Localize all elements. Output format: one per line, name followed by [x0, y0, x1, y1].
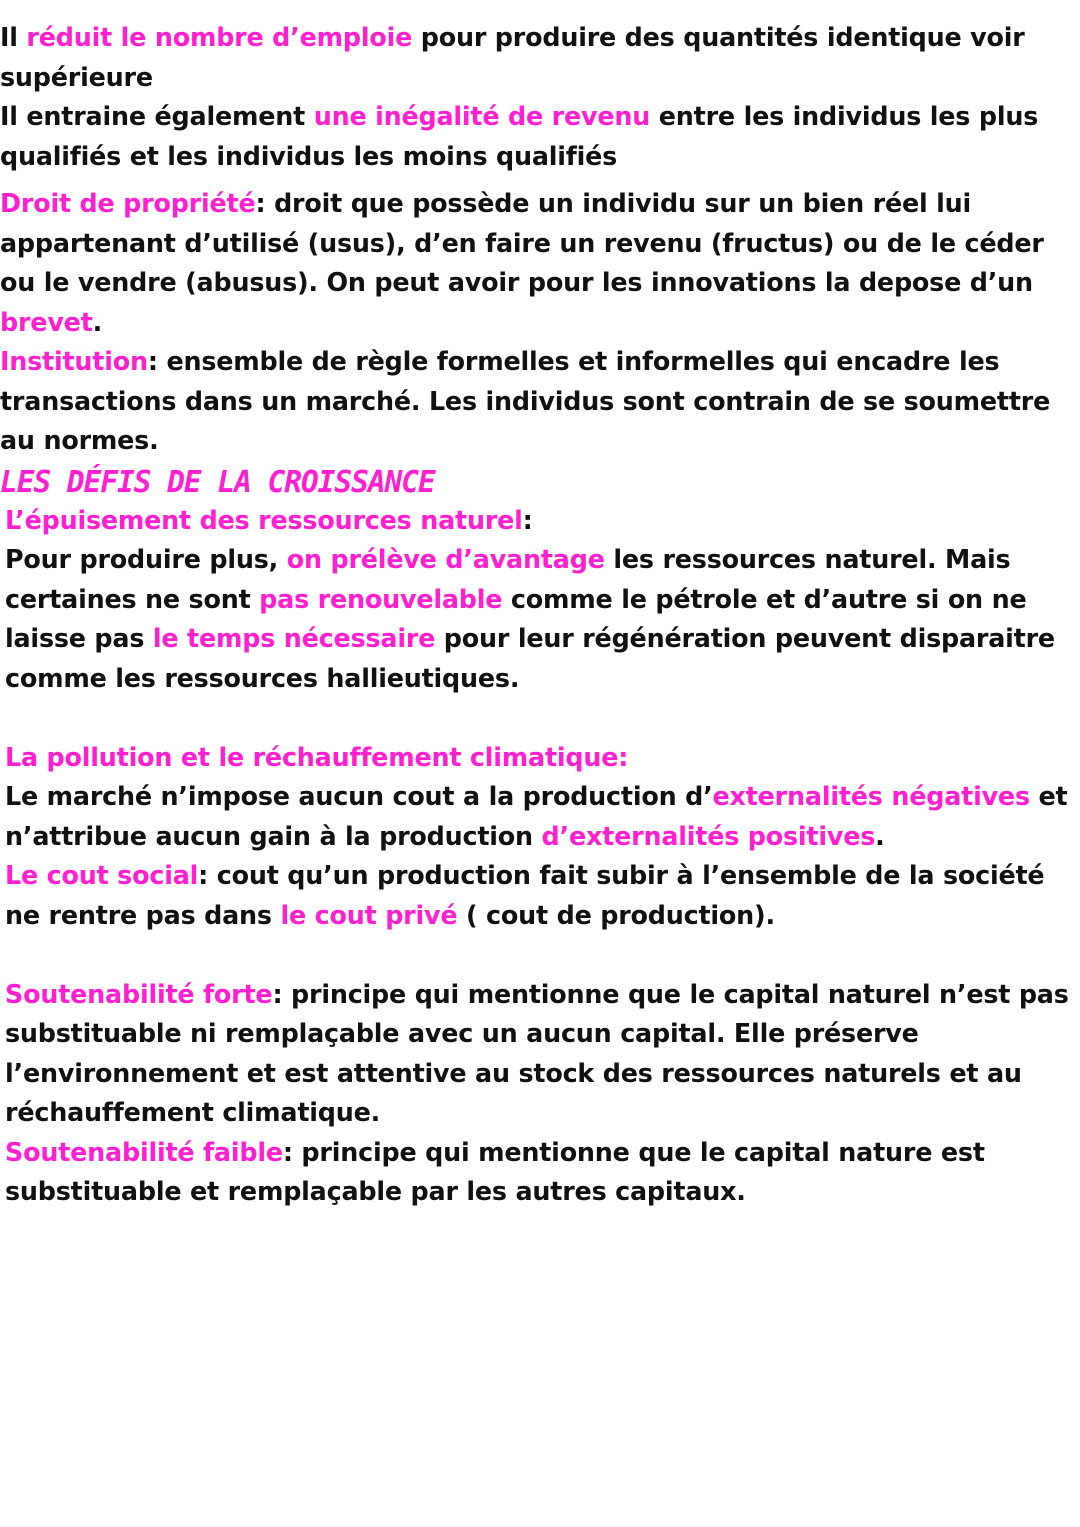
paragraph-inequality [0, 97, 1080, 176]
paragraph-social-cost [0, 856, 1080, 935]
term-strong-sustainability: Soutenabilité forte [5, 978, 273, 1009]
text-run: ( cout de production). [457, 899, 775, 930]
text-run: : [522, 504, 533, 535]
text-run: comme le pétrole et d’autre si on ne laisse pas [5, 583, 1027, 653]
text-run: Il entraine également [0, 101, 314, 131]
highlight-run: externalités négatives [712, 781, 1030, 811]
term-property-right: Droit de propriété [0, 188, 256, 218]
paragraph-resources [0, 540, 1080, 698]
highlight-run: pas renouvelable [259, 583, 503, 614]
highlight-run: on prélève d’avantage [286, 544, 605, 574]
text-run: . [875, 820, 885, 851]
paragraph-institution [0, 342, 1080, 461]
text-run: : principe qui mentionne que le capital naturel n’est pas substituable ni remplaçable avec un aucun capital. Elle préserve l’environnement et est attentive au stock des ressources naturels et au réchauffement climatique. [5, 978, 1069, 1127]
spacer [0, 935, 1080, 975]
highlight-run: d’externalités positives [541, 820, 876, 851]
text-run: pour leur régénération peuvent disparaitre comme les ressources hallieutiques. [5, 623, 1055, 693]
highlight-run: La pollution et le réchauffement climatique: [5, 741, 629, 772]
subheading-resources [0, 501, 1080, 541]
paragraph-strong-sustainability [0, 975, 1080, 1133]
text-run: entre les individus les plus qualifiés et les individus les moins qualifiés [0, 101, 1039, 171]
spacer [0, 698, 1080, 738]
highlight-run: réduit le nombre d’emploie [26, 22, 413, 52]
text-run: . [92, 306, 103, 337]
text-run: : droit que possède un individu sur un bien réel lui appartenant d’utilisé (usus), d’en faire un revenu (fructus) ou de le céder ou le vendre (abusus). On peut avoir pour les innovations la depose d’un [0, 188, 1044, 297]
document-page [0, 18, 1080, 1212]
paragraph-property-right [0, 184, 1080, 342]
term-institution: Institution [0, 346, 148, 376]
highlight-run: une inégalité de revenu [313, 101, 651, 131]
text-run: : ensemble de règle formelles et informelles qui encadre les transactions dans un marché. Les individus sont contrain de se soumettre au normes. [0, 346, 1051, 455]
text-run: pour produire des quantités identique voir supérieure [0, 22, 1025, 92]
text-run: les ressources naturel. Mais certaines ne sont [5, 544, 1011, 614]
highlight-run: le temps nécessaire [152, 623, 436, 653]
highlight-run: brevet [0, 306, 93, 337]
text-run: : cout qu’un production fait subir à l’ensemble de la société ne rentre pas dans [5, 860, 1045, 930]
text-run: : principe qui mentionne que le capital nature est substituable et remplaçable par les autres capitaux. [5, 1136, 985, 1206]
highlight-run: L’épuisement des ressources naturel [5, 504, 523, 535]
subheading-pollution [0, 738, 1080, 778]
text-run: et n’attribue aucun gain à la production [5, 781, 1068, 851]
paragraph-weak-sustainability [0, 1133, 1080, 1212]
term-social-cost: Le cout social [5, 860, 199, 890]
highlight-run: le cout privé [280, 899, 458, 930]
section-heading: LES DÉFIS DE LA CROISSANCE [0, 464, 435, 500]
text-run: Il [0, 22, 27, 52]
text-run: Pour produire plus, [5, 544, 287, 574]
term-weak-sustainability: Soutenabilité faible [5, 1136, 283, 1167]
paragraph-jobs [0, 18, 1080, 97]
text-run: Le marché n’impose aucun cout a la production d’ [5, 781, 713, 811]
paragraph-externalities [0, 777, 1080, 856]
